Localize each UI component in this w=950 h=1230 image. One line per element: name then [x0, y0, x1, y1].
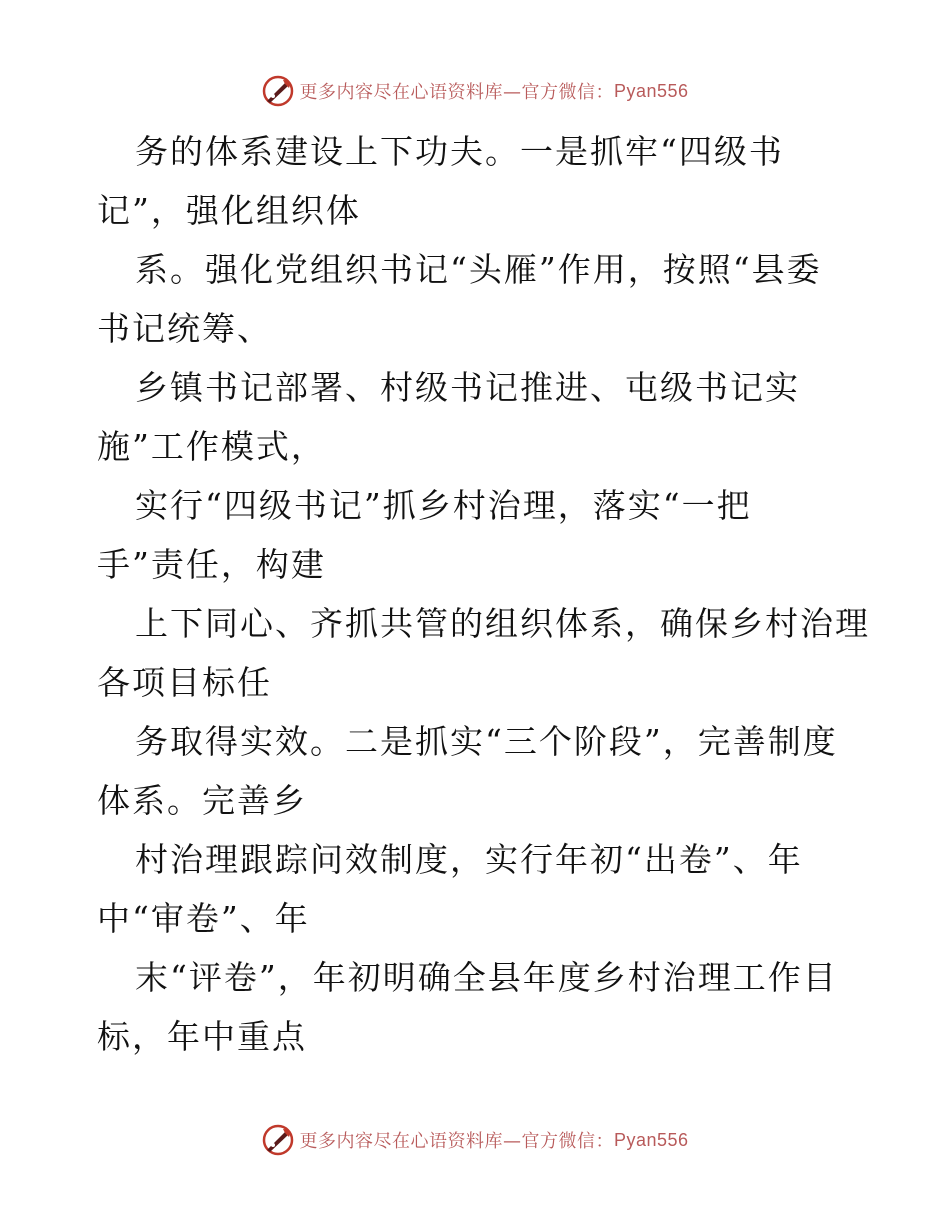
text-line: 务的体系建设上下功夫。一是抓牢“四级书: [135, 132, 784, 171]
text-line: 标，年中重点: [97, 1017, 307, 1056]
watermark-text: 更多内容尽在心语资料库—官方微信：: [299, 82, 614, 103]
text-line: 体系。完善乡: [97, 781, 307, 820]
text-line: 上下同心、齐抓共管的组织体系，确保乡村治理: [135, 604, 870, 643]
text-line: 乡镇书记部署、村级书记推进、屯级书记实: [135, 368, 800, 407]
text-line: 施”工作模式，: [97, 427, 326, 466]
text-line: 各项目标任: [97, 663, 272, 702]
header-watermark: [0, 71, 950, 111]
text-line: 务取得实效。二是抓实“三个阶段”，完善制度: [135, 722, 838, 761]
watermark-id: Pyan556: [613, 80, 689, 101]
text-line: 手”责任，构建: [97, 545, 326, 584]
text-line: 记”，强化组织体: [97, 191, 361, 230]
text-line: 系。强化党组织书记“头雁”作用，按照“县委: [135, 250, 822, 289]
watermark-id: Pyan556: [613, 1129, 689, 1150]
text-line: 中“审卷”、年: [97, 899, 310, 938]
text-line: 末“评卷”，年初明确全县年度乡村治理工作目: [135, 958, 838, 997]
text-line: 实行“四级书记”抓乡村治理，落实“一把: [135, 486, 752, 525]
quill-logo-icon: [261, 1123, 295, 1157]
watermark-text: 更多内容尽在心语资料库—官方微信：: [299, 1131, 614, 1152]
footer-watermark: [0, 1120, 950, 1160]
text-line: 书记统筹、: [97, 309, 272, 348]
text-line: 村治理跟踪问效制度，实行年初“出卷”、年: [135, 840, 803, 879]
quill-logo-icon: [261, 74, 295, 108]
document-body: [97, 122, 877, 1066]
